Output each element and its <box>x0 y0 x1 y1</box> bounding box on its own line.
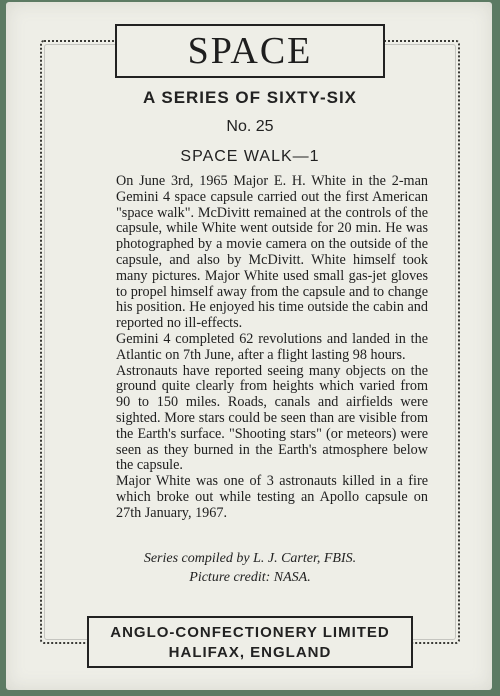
card-series-title: SPACE <box>187 30 313 72</box>
picture-credit: Picture credit: NASA. <box>189 570 311 585</box>
card-heading: SPACE WALK—1 <box>180 148 320 165</box>
card-body-text <box>116 174 428 522</box>
card-number: No. 25 <box>226 118 274 135</box>
body-paragraph: Major White was one of 3 astronauts killed in a fire which broke out while testing an Apollo capsule on 27th January, 1967. <box>116 473 428 521</box>
compiled-by-credit: Series compiled by L. J. Carter, FBIS. <box>143 551 357 566</box>
credits <box>0 549 500 587</box>
series-subtitle: A SERIES OF SIXTY-SIX <box>142 88 358 107</box>
body-paragraph: On June 3rd, 1965 Major E. H. White in the 2-man Gemini 4 space capsule carried out the first American "space walk". McDivitt remained at the controls of the capsule, while White went outside for 20 min. He was photographed by a movie camera on the outside of the capsule, and also by McDivitt. White himself took many pictures. Major White used small gas-jet gloves to propel himself away from the capsule and to change his position. He enjoyed his time outside the cabin and reported no ill-effects. <box>116 173 428 332</box>
body-paragraph: Astronauts have reported seeing many objects on the ground quite clearly from heights which varied from 90 to 150 miles. Roads, canals and airfields were sighted. More stars could be seen than are visible from the Earth's surface. "Shooting stars" (or meteors) were seen as they burned in the Earth's atmosphere below the capsule. <box>116 362 428 474</box>
body-paragraph: Gemini 4 completed 62 revolutions and landed in the Atlantic on 7th June, after a flight lasting 98 hours. <box>116 330 428 363</box>
title-box <box>115 24 385 78</box>
publisher-box <box>87 616 413 668</box>
publisher-name: ANGLO-CONFECTIONERY LIMITED <box>110 624 390 641</box>
publisher-location: HALIFAX, ENGLAND <box>168 644 332 661</box>
